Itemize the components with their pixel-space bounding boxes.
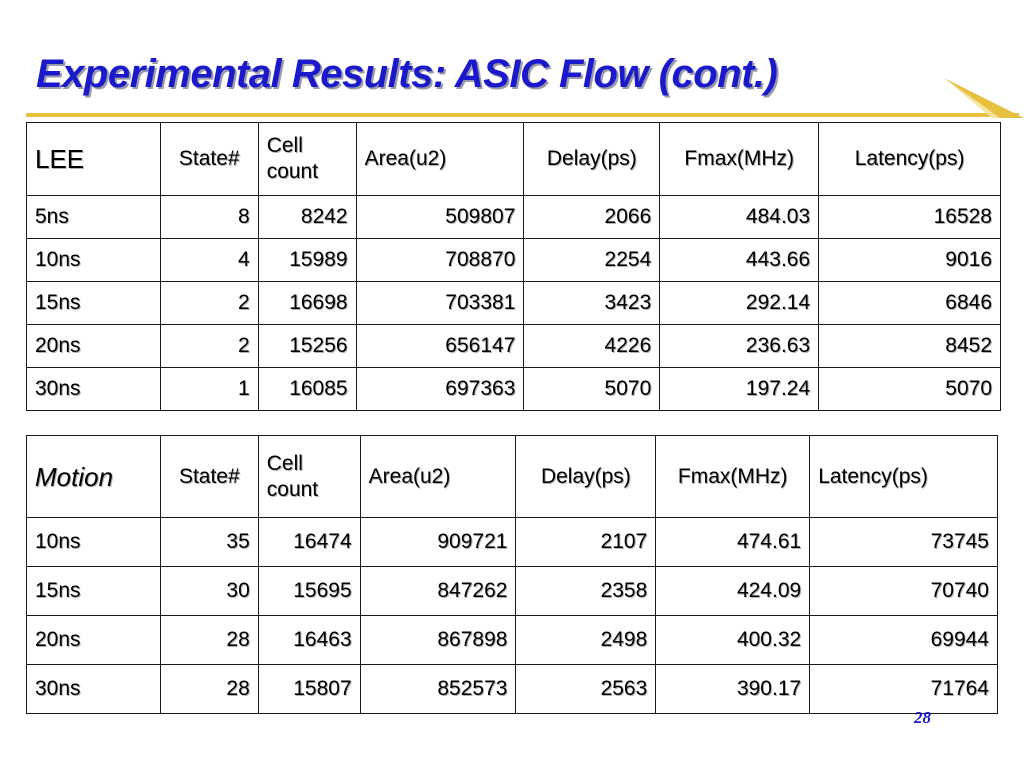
page-number: 28: [914, 708, 931, 727]
fmax-cell: 390.17: [656, 665, 810, 714]
lee-results-table: [26, 122, 1001, 411]
table-row: [27, 239, 1001, 282]
fmax-cell: 400.32: [656, 616, 810, 665]
row-label: 30ns: [27, 368, 161, 411]
cell-count-cell: 15256: [258, 325, 356, 368]
fmax-cell: 484.03: [660, 196, 819, 239]
cell-count-cell: 15807: [258, 665, 360, 714]
state-count-cell: 4: [160, 239, 258, 282]
state-count-cell: 30: [160, 567, 258, 616]
table-row: [27, 518, 998, 567]
cell-count-cell: 16085: [258, 368, 356, 411]
table-row: [27, 325, 1001, 368]
fmax-cell: 292.14: [660, 282, 819, 325]
fmax-cell: 424.09: [656, 567, 810, 616]
cell-count-cell: 15989: [258, 239, 356, 282]
area-cell: 852573: [360, 665, 516, 714]
latency-cell: 70740: [810, 567, 998, 616]
delay-cell: 2107: [516, 518, 656, 567]
table-corner-label: LEE: [27, 123, 161, 196]
delay-cell: 4226: [524, 325, 660, 368]
column-header: Delay(ps): [524, 123, 660, 196]
motion-results-table: [26, 435, 998, 714]
column-header: Area(u2): [356, 123, 524, 196]
table-corner-label: Motion: [27, 436, 161, 518]
state-count-cell: 1: [160, 368, 258, 411]
table-row: [27, 368, 1001, 411]
state-count-cell: 8: [160, 196, 258, 239]
column-header: Cell count: [258, 436, 360, 518]
state-count-cell: 35: [160, 518, 258, 567]
column-header: Fmax(MHz): [660, 123, 819, 196]
table-row: [27, 282, 1001, 325]
row-label: 30ns: [27, 665, 161, 714]
latency-cell: 5070: [819, 368, 1001, 411]
corner-arrow-decoration: [940, 72, 1024, 122]
fmax-cell: 443.66: [660, 239, 819, 282]
title-underline: [26, 113, 1019, 117]
table-row: [27, 616, 998, 665]
latency-cell: 69944: [810, 616, 998, 665]
latency-cell: 6846: [819, 282, 1001, 325]
area-cell: 656147: [356, 325, 524, 368]
delay-cell: 2498: [516, 616, 656, 665]
row-label: 5ns: [27, 196, 161, 239]
delay-cell: 2254: [524, 239, 660, 282]
latency-cell: 8452: [819, 325, 1001, 368]
area-cell: 847262: [360, 567, 516, 616]
column-header: Latency(ps): [819, 123, 1001, 196]
slide-title: Experimental Results: ASIC Flow (cont.): [36, 52, 778, 96]
area-cell: 708870: [356, 239, 524, 282]
cell-count-cell: 16698: [258, 282, 356, 325]
fmax-cell: 197.24: [660, 368, 819, 411]
delay-cell: 2358: [516, 567, 656, 616]
column-header: State#: [160, 436, 258, 518]
state-count-cell: 2: [160, 325, 258, 368]
row-label: 10ns: [27, 518, 161, 567]
area-cell: 509807: [356, 196, 524, 239]
area-cell: 867898: [360, 616, 516, 665]
fmax-cell: 474.61: [656, 518, 810, 567]
delay-cell: 2066: [524, 196, 660, 239]
cell-count-cell: 8242: [258, 196, 356, 239]
area-cell: 703381: [356, 282, 524, 325]
table-header-row: [27, 123, 1001, 196]
area-cell: 697363: [356, 368, 524, 411]
fmax-cell: 236.63: [660, 325, 819, 368]
delay-cell: 3423: [524, 282, 660, 325]
table-row: [27, 567, 998, 616]
column-header: Delay(ps): [516, 436, 656, 518]
column-header: Cell count: [258, 123, 356, 196]
row-label: 15ns: [27, 567, 161, 616]
delay-cell: 5070: [524, 368, 660, 411]
column-header: State#: [160, 123, 258, 196]
row-label: 15ns: [27, 282, 161, 325]
state-count-cell: 28: [160, 665, 258, 714]
column-header: Fmax(MHz): [656, 436, 810, 518]
latency-cell: 9016: [819, 239, 1001, 282]
row-label: 10ns: [27, 239, 161, 282]
latency-cell: 71764: [810, 665, 998, 714]
table-row: [27, 665, 998, 714]
column-header: Latency(ps): [810, 436, 998, 518]
column-header: Area(u2): [360, 436, 516, 518]
state-count-cell: 28: [160, 616, 258, 665]
delay-cell: 2563: [516, 665, 656, 714]
cell-count-cell: 15695: [258, 567, 360, 616]
area-cell: 909721: [360, 518, 516, 567]
cell-count-cell: 16463: [258, 616, 360, 665]
table-header-row: [27, 436, 998, 518]
row-label: 20ns: [27, 325, 161, 368]
table-row: [27, 196, 1001, 239]
state-count-cell: 2: [160, 282, 258, 325]
latency-cell: 16528: [819, 196, 1001, 239]
row-label: 20ns: [27, 616, 161, 665]
latency-cell: 73745: [810, 518, 998, 567]
cell-count-cell: 16474: [258, 518, 360, 567]
